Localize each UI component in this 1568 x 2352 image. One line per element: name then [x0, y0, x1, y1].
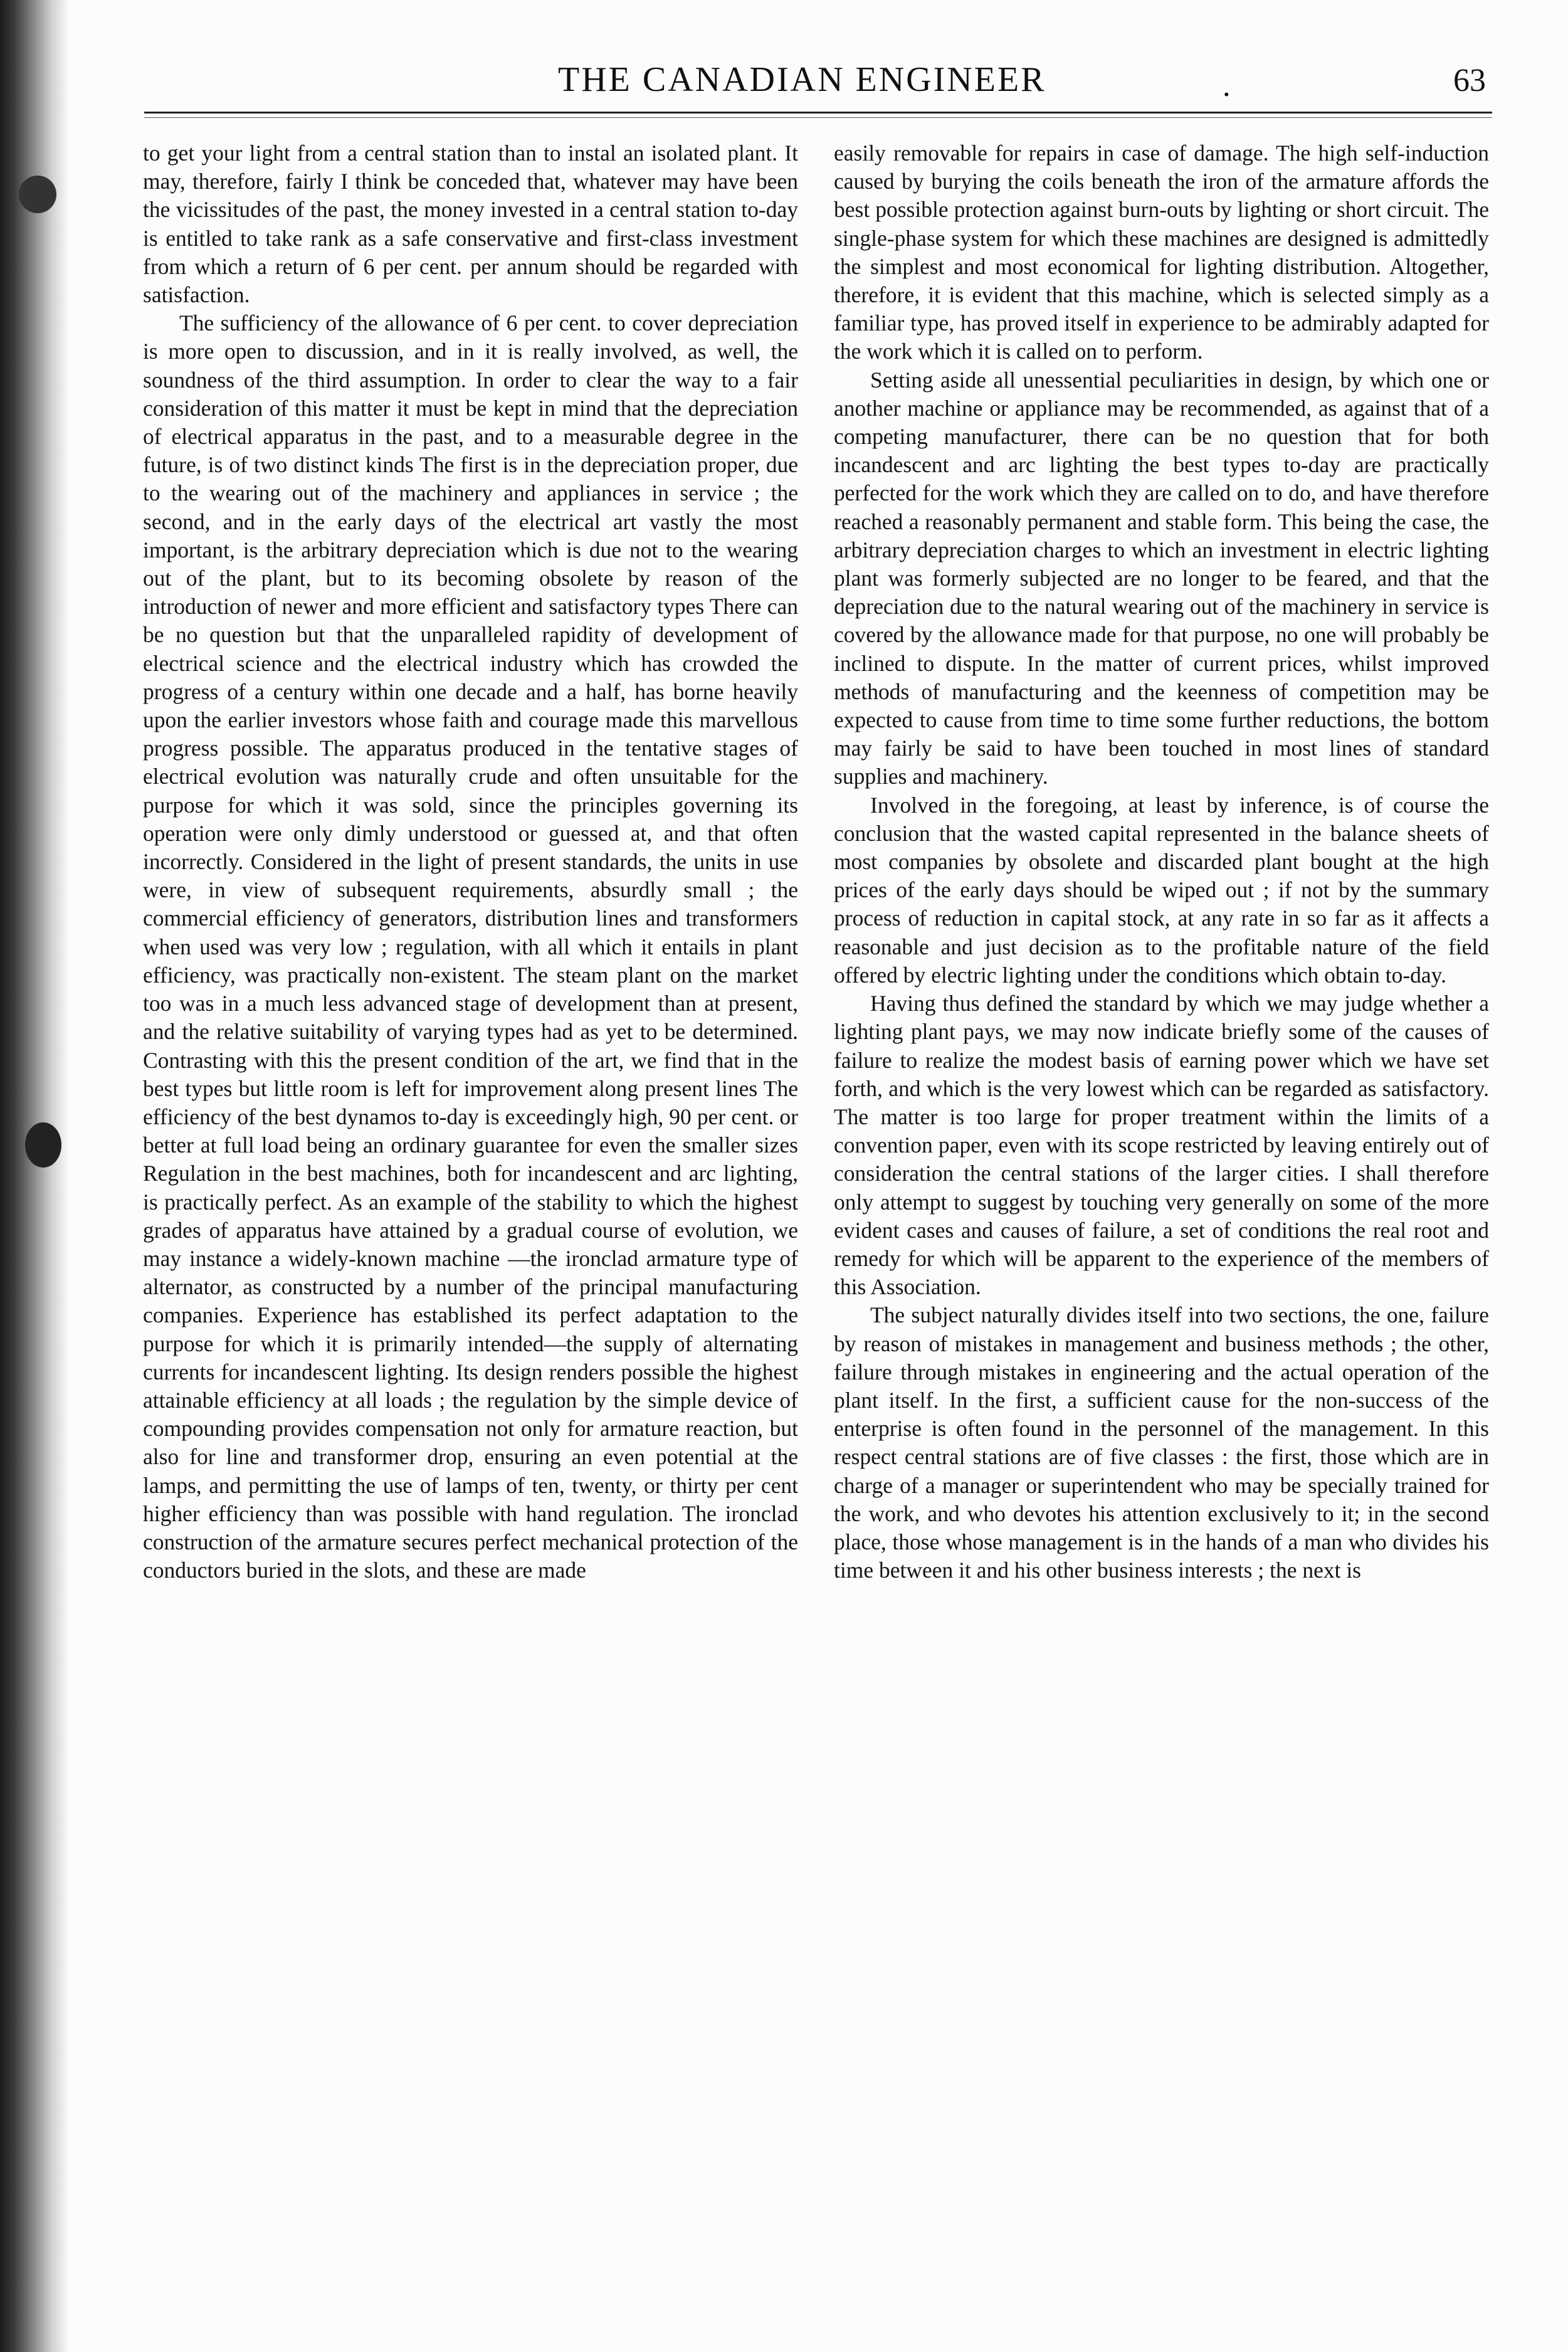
paragraph: The subject naturally divides itself into two sections, the one, failure by reason of mistakes in management and business methods ; the other, failure through mistakes in engineering and the actual operation of the plant itself. In the first, a sufficient cause for the non-success of the enterprise is often found in the personnel of the management. In this respect central stations are of five classes : the first, those which are in charge of a manager or superintendent who may be specially trained for the work, and who devotes his attention exclusively to it; in the second place, those whose management is in the hands of a man who divides his time between it and his other business interests ; the next is	[834, 1302, 1489, 1583]
paragraph: easily removable for repairs in case of damage. The high self-induction caused by burying the coils beneath the iron of the armature affords the best possible protection against burn-outs by lighting or short circuit. The single-phase system for which these machines are designed is admittedly the simplest and most economical for lighting distribution. Altogether, therefore, it is evident that this machine, which is selected simply as a familiar type, has proved itself in experience to be admirably adapted for the work which it is called on to perform.	[834, 140, 1489, 364]
page-number: 63	[1453, 63, 1486, 98]
left-column	[143, 139, 798, 2290]
paragraph: Setting aside all unessential peculiarities in design, by which one or another machine or appliance may be recommended, as against that of a competing manufacturer, there can be no question that for both incandescent and arc lighting the best types to-day are practically perfected for the work which they are called on to do, and have therefore reached a reasonably permanent and stable form. This being the case, the arbitrary depreciation charges to which an investment in electric lighting plant was formerly subjected are no longer to be feared, and that the depreciation due to the natural wearing out of the machinery in service is covered by the allowance made for that purpose, no one will probably be inclined to dispute. In the matter of current prices, whilst improved methods of manufacturing and the keenness of competition may be expected to cause from time to time some further reductions, the bottom may fairly be said to have been touched in most lines of standard supplies and machinery.	[834, 367, 1489, 789]
paragraph: to get your light from a central station than to instal an isolated plant. It may, therefore, fairly I think be conceded that, whatever may have been the vicissitudes of the past, the money invested in a central station to-day is entitled to take rank as a safe conservative and first-class investment from which a return of 6 per cent. per annum should be regarded with satisfaction.	[143, 140, 798, 308]
binding-edge	[0, 0, 69, 2352]
paragraph: Involved in the foregoing, at least by inference, is of course the conclusion that the wasted capital represented in the balance sheets of most companies by obsolete and discarded plant bought at the high prices of the early days should be wiped out ; if not by the summary process of reduction in capital stock, at any rate in so far as it affects a reasonable and just decision as to the profitable nature of the field offered by electric lighting under the conditions which obtain to-day.	[834, 792, 1489, 988]
paragraph: The sufficiency of the allowance of 6 per cent. to cover depreciation is more open to discussion, and in it is really involved, as well, the soundness of the third assumption. In order to clear the way to a fair consideration of this matter it must be kept in mind that the depreciation of electrical apparatus in the past, and to a measurable degree in the future, is of two distinct kinds The first is in the depreciation proper, due to the wearing out of the machinery and appliances in service ; the second, and in the early days of the electrical art vastly the most important, is the arbitrary depreciation which is due not to the wearing out of the plant, but to its becoming obsolete by reason of the introduction of newer and more efficient and satisfactory types There can be no question but that the unparalleled rapidity of development of electrical science and the electrical industry which has crowded the progress of a century within one decade and a half, has borne heavily upon the earlier investors whose faith and courage made this marvellous progress possible. The apparatus produced in the tentative stages of electrical evolution was naturally crude and often unsuitable for the purpose for which it was sold, since the principles governing its operation were only dimly understood or guessed at, and that often incorrectly. Considered in the light of present standards, the units in use were, in view of subsequent requirements, absurdly small ; the commercial efficiency of generators, distribution lines and transformers when used was very low ; regulation, with all which it entails in plant efficiency, was practically non-existent. The steam plant on the market too was in a much less advanced stage of development than at present, and the relative suitability of varying types had as yet to be determined. Contrasting with this the present condition of the art, we find that in the best types but little room is left for improvement along present lines The efficiency of the best dynamos to-day is exceedingly high, 90 per cent. or better at full load being an ordinary guarantee for even the smaller sizes Regulation in the best machines, both for incandescent and arc lighting, is practically perfect. As an example of the stability to which the highest grades of apparatus have attained by a gradual course of evolution, we may instance a widely-known machine —the ironclad armature type of alternator, as constructed by a number of the principal manufacturing companies. Experience has established its perfect adaptation to the purpose for which it is primarily intended—the supply of alternating currents for incandescent lighting. Its design renders possible the highest attainable efficiency at all loads ; the regulation by the simple device of compounding provides compensation not only for armature reaction, but also for line and transformer drop, ensuring an even potential at the lamps, and permitting the use of lamps of ten, twenty, or thirty per cent higher efficiency than was possible with hand regulation. The ironclad construction of the armature secures perfect mechanical protection of the conductors buried in the slots, and these are made	[143, 310, 798, 1583]
paragraph: Having thus defined the standard by which we may judge whether a lighting plant pays, we may now indicate briefly some of the causes of failure to realize the modest basis of earning power which we have set forth, and which is the very lowest which can be regarded as satisfactory. The matter is too large for proper treatment within the limits of a convention paper, even with its scope restricted by leaving entirely out of consideration the central stations of the larger cities. I shall therefore only attempt to suggest by touching very generally on some of the more evident cases and causes of failure, a set of conditions the real root and remedy for which will be apparent to the experience of the members of this Association.	[834, 991, 1489, 1300]
running-title: THE CANADIAN ENGINEER	[558, 60, 1046, 99]
circle-marker	[25, 1122, 61, 1168]
page-header	[144, 53, 1492, 110]
right-column	[834, 139, 1489, 2290]
header-separator: .	[1223, 68, 1231, 103]
header-rule	[144, 112, 1492, 118]
punch-hole-mark	[19, 176, 56, 213]
